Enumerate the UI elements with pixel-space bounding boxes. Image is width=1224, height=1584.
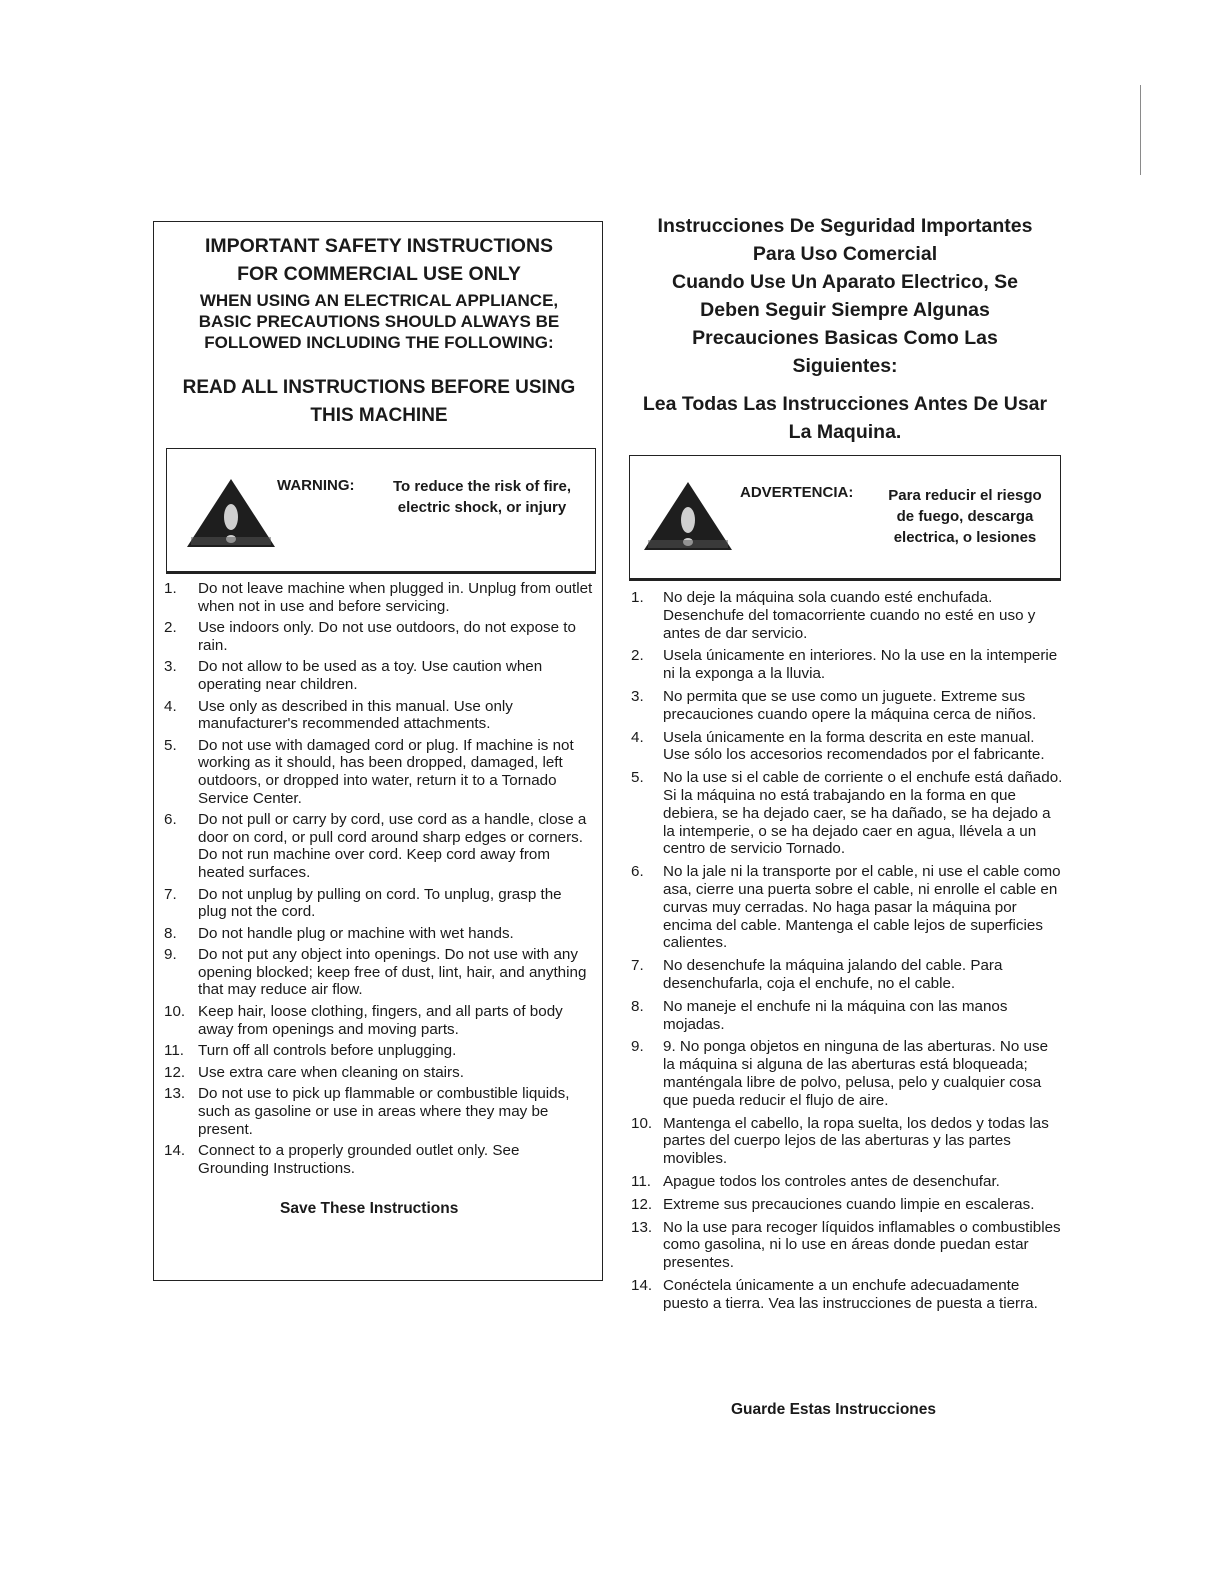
list-item	[631, 729, 1063, 765]
list-item	[631, 688, 1063, 724]
item-number: 5.	[631, 769, 644, 787]
item-text: Do not unplug by pulling on cord. To unplug, grasp the plug not the cord.	[198, 885, 562, 921]
list-item	[164, 619, 594, 654]
english-warning-label: WARNING:	[277, 477, 355, 494]
item-number: 6.	[631, 863, 644, 881]
item-number: 12.	[164, 1063, 186, 1081]
item-number: 8.	[164, 924, 177, 942]
list-item	[631, 863, 1063, 952]
english-warning-text: To reduce the risk of fire, electric shock, or injury	[392, 478, 572, 516]
item-number: 14.	[164, 1142, 186, 1160]
item-text: No maneje el enchufe ni la máquina con las manos mojadas.	[663, 997, 1008, 1033]
item-number: 9.	[164, 946, 177, 964]
list-item	[164, 658, 594, 693]
list-item	[631, 1038, 1063, 1109]
item-text: No la use para recoger líquidos inflamables o combustibles como gasolina, ni lo use en áreas donde puedan estar presentes.	[663, 1218, 1061, 1272]
item-number: 1.	[164, 580, 177, 597]
item-number: 7.	[164, 885, 177, 903]
item-number: 13.	[164, 1085, 186, 1103]
item-text: Turn off all controls before unplugging.	[198, 1042, 457, 1060]
spanish-title: Instrucciones De Seguridad Importantes Para Uso Comercial Cuando Use Un Aparato Electrico, Se Deben Seguir Siempre Algunas Precauciones Basicas Como Las Siguientes:	[657, 215, 1033, 377]
item-number: 11.	[164, 1042, 184, 1060]
item-text: Do not leave machine when plugged in. Unplug from outlet when not in use and before servicing.	[198, 580, 593, 615]
list-item	[631, 589, 1063, 642]
spanish-save-instructions: Guarde Estas Instrucciones	[731, 1401, 937, 1418]
item-number: 3.	[164, 658, 177, 676]
item-text: Do not use with damaged cord or plug. If machine is not working as it should, has been dropped, damaged, left outdoors, or dropped into water, return it to a Tornado Service Center.	[198, 736, 574, 807]
item-text: Do not pull or carry by cord, use cord as a handle, close a door on cord, or pull cord around sharp edges or corners. Do not run machine over cord. Keep cord away from heated surfaces.	[198, 811, 587, 881]
item-number: 2.	[164, 619, 177, 637]
list-item	[631, 1173, 1063, 1191]
item-text: Usela únicamente en la forma descrita en este manual. Use sólo los accesorios recomendados por el fabricante.	[663, 728, 1045, 764]
list-item	[164, 698, 594, 733]
item-text: Do not allow to be used as a toy. Use caution when operating near children.	[198, 658, 543, 693]
english-instruction-list	[164, 580, 594, 1181]
item-number: 3.	[631, 687, 644, 705]
item-text: Mantenga el cabello, la ropa suelta, los dedos y todas las partes del cuerpo lejos de las aberturas y las partes movibles.	[663, 1114, 1049, 1168]
item-number: 1.	[631, 589, 644, 606]
list-item	[631, 769, 1063, 858]
list-item	[631, 957, 1063, 993]
item-text: Use only as described in this manual. Use only manufacturer's recommended attachments.	[198, 697, 513, 733]
item-text: Use indoors only. Do not use outdoors, do not expose to rain.	[198, 619, 576, 654]
warning-triangle-icon	[642, 480, 734, 552]
english-warning-box	[166, 448, 596, 574]
list-item	[164, 1064, 594, 1082]
item-text: Apague todos los controles antes de desenchufar.	[663, 1172, 1000, 1190]
item-number: 8.	[631, 997, 644, 1015]
list-item	[164, 737, 594, 807]
list-item	[631, 1115, 1063, 1168]
item-number: 7.	[631, 957, 644, 975]
english-save-instructions: Save These Instructions	[280, 1200, 459, 1217]
list-item	[164, 925, 594, 943]
item-text: No desenchufe la máquina jalando del cable. Para desenchufarla, coja el enchufe, no el cable.	[663, 957, 1003, 992]
list-item	[164, 886, 594, 921]
item-number: 4.	[631, 728, 644, 746]
item-text: Usela únicamente en interiores. No la use en la intemperie ni la exponga a la lluvia.	[663, 647, 1058, 683]
list-item	[631, 1196, 1063, 1214]
list-item	[631, 647, 1063, 683]
warning-triangle-icon	[185, 477, 277, 549]
item-text: No la jale ni la transporte por el cable, ni use el cable como asa, cierre una puerta sobre el cable, ni enrolle el cable en curvas muy cerradas. No haga pasar la máquina por encima del cable. Mantenga el cable lejos de superficies calientes.	[663, 863, 1061, 952]
list-item	[631, 1219, 1063, 1272]
item-text: No permita que se use como un juguete. Extreme sus precauciones cuando opere la máquina cerca de niños.	[663, 687, 1037, 723]
item-text: Connect to a properly grounded outlet only. See Grounding Instructions.	[198, 1142, 520, 1177]
list-item	[631, 998, 1063, 1034]
spanish-instruction-list	[631, 589, 1063, 1317]
item-number: 4.	[164, 697, 177, 715]
list-item	[631, 1277, 1063, 1313]
list-item	[164, 1085, 594, 1138]
item-number: 11.	[631, 1172, 651, 1190]
item-number: 10.	[164, 1003, 186, 1021]
item-number: 12.	[631, 1195, 653, 1213]
item-text: Extreme sus precauciones cuando limpie en escaleras.	[663, 1195, 1035, 1213]
list-item	[164, 580, 594, 615]
scan-artifact-line	[1140, 85, 1141, 175]
item-number: 10.	[631, 1114, 653, 1132]
item-number: 2.	[631, 647, 644, 665]
item-text: No la use si el cable de corriente o el enchufe está dañado. Si la máquina no está trabajando en la forma en que debiera, se ha dejado caer, se ha dañado, se ha dejado a la intemperie, o se ha dejado caer en agua, llévela a un centro de servicio Tornado.	[663, 769, 1063, 858]
item-text: Do not use to pick up flammable or combustible liquids, such as gasoline or use in areas where they may be present.	[198, 1085, 570, 1138]
english-precautions: WHEN USING AN ELECTRICAL APPLIANCE, BASIC PRECAUTIONS SHOULD ALWAYS BE FOLLOWED INCLUDING THE FOLLOWING:	[198, 291, 560, 352]
item-text: 9. No ponga objetos en ninguna de las aberturas. No use la máquina si alguna de las aberturas está bloqueada; manténgala libre de polvo, pelusa, pelo y cualquier cosa que pueda reducir el flujo de aire.	[663, 1038, 1049, 1109]
item-number: 13.	[631, 1218, 653, 1236]
spanish-read-all: Lea Todas Las Instrucciones Antes De Usar La Maquina.	[642, 393, 1048, 443]
list-item	[164, 1042, 594, 1060]
spanish-warning-label: ADVERTENCIA:	[740, 484, 854, 501]
list-item	[164, 1003, 594, 1038]
item-text: Do not put any object into openings. Do not use with any opening blocked; keep free of dust, lint, hair, and anything that may reduce air flow.	[198, 946, 587, 999]
item-number: 6.	[164, 811, 177, 829]
list-item	[164, 811, 594, 881]
item-text: Do not handle plug or machine with wet hands.	[198, 924, 514, 942]
list-item	[164, 946, 594, 999]
list-item	[164, 1142, 594, 1177]
item-text: Conéctela únicamente a un enchufe adecuadamente puesto a tierra. Vea las instrucciones de puesta a tierra.	[663, 1276, 1038, 1312]
spanish-warning-box	[629, 455, 1061, 581]
item-text: Use extra care when cleaning on stairs.	[198, 1063, 464, 1081]
item-number: 9.	[631, 1038, 644, 1056]
english-title: IMPORTANT SAFETY INSTRUCTIONS FOR COMMERCIAL USE ONLY	[204, 235, 554, 285]
spanish-warning-text: Para reducir el riesgo de fuego, descarga electrica, o lesiones	[888, 487, 1042, 546]
english-read-all: READ ALL INSTRUCTIONS BEFORE USING THIS MACHINE	[182, 377, 576, 426]
item-number: 5.	[164, 736, 177, 754]
item-text: No deje la máquina sola cuando esté enchufada. Desenchufe del tomacorriente cuando no esté en uso y antes de dar servicio.	[663, 589, 1036, 642]
item-number: 14.	[631, 1276, 653, 1294]
item-text: Keep hair, loose clothing, fingers, and all parts of body away from openings and moving parts.	[198, 1003, 563, 1038]
